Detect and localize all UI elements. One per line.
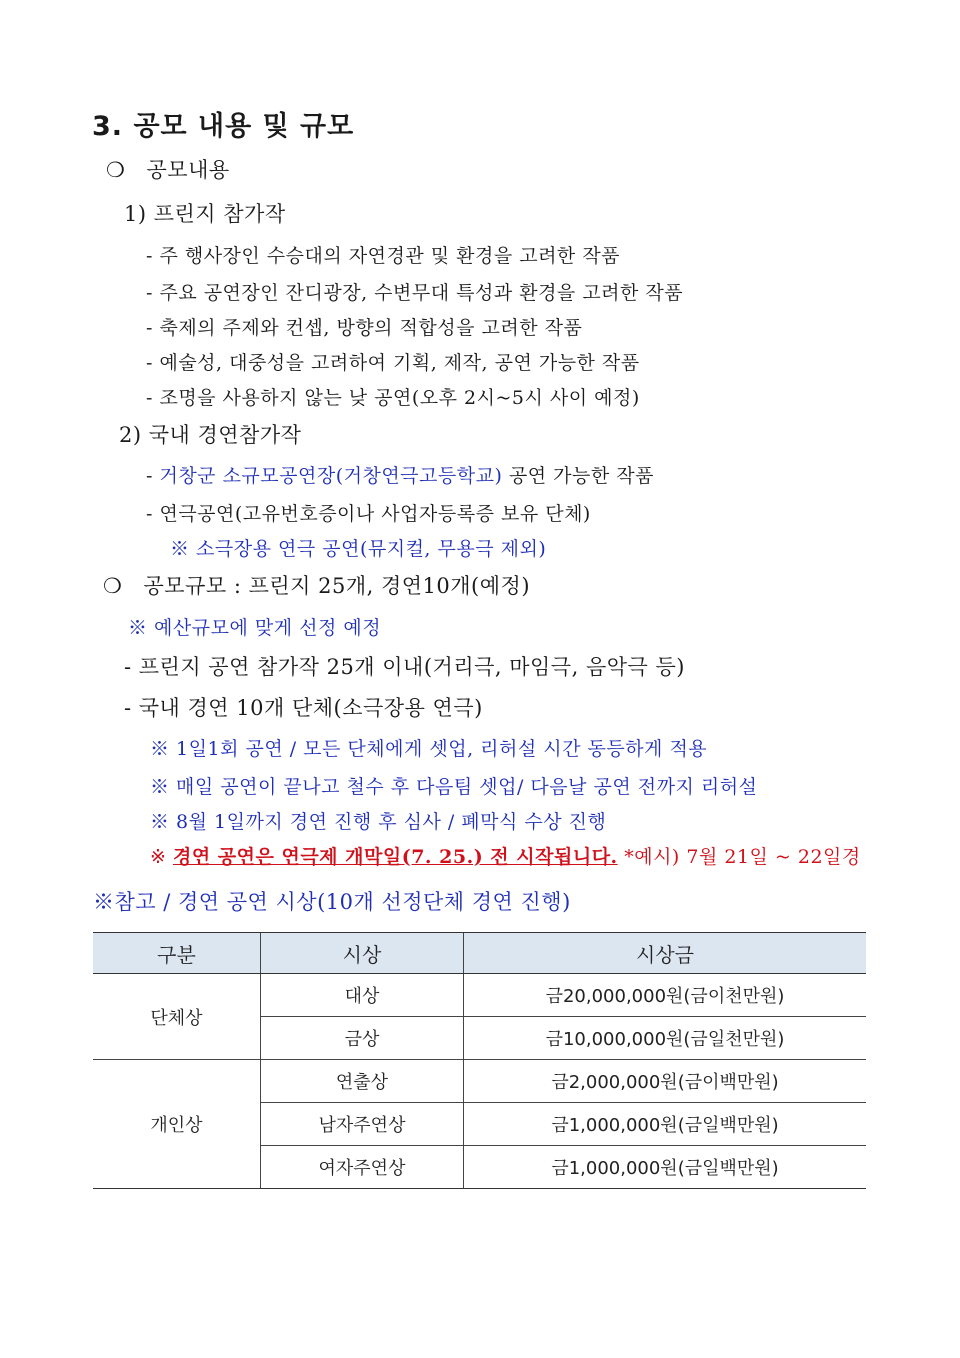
schedule-note: ※ 8월 1일까지 경연 진행 후 심사 / 폐막식 수상 진행 [150,811,607,833]
header-prize: 시상금 [464,933,867,974]
award-cell: 금상 [261,1017,464,1060]
contents-label-text: 공모내용 [146,158,230,182]
budget-note: ※ 예산규모에 맞게 선정 예정 [128,617,382,639]
section-contents-label [106,157,230,183]
prize-table [93,932,866,1189]
scale-item: - 국내 경연 10개 단체(소극장용 연극) [124,696,483,720]
competition-criteria-item: - 거창군 소규모공연장(거창연극고등학교) 공연 가능한 작품 [146,465,654,487]
fringe-criteria-item: - 주요 공연장인 잔디광장, 수변무대 특성과 환경을 고려한 작품 [146,282,684,304]
prize-cell: 금20,000,000원(금이천만원) [464,974,867,1017]
award-cell: 대상 [261,974,464,1017]
schedule-note: ※ 매일 공연이 끝나고 철수 후 다음팀 셋업/ 다음날 공연 전까지 리허설 [150,776,758,798]
section-heading: 3. 공모 내용 및 규모 [92,111,355,142]
category-cell: 개인상 [93,1060,261,1189]
competition-note: ※ 소극장용 연극 공연(뮤지컬, 무용극 제외) [170,538,547,560]
competition-criteria-item: - 연극공연(고유번호증이나 사업자등록증 보유 단체) [146,503,591,525]
header-category: 구분 [93,933,261,974]
prize-cell: 금1,000,000원(금일백만원) [464,1146,867,1189]
award-cell: 연출상 [261,1060,464,1103]
prize-cell: 금10,000,000원(금일천만원) [464,1017,867,1060]
circle-bullet-icon: ❍ [103,574,123,598]
opening-date-note: ※ 경연 공연은 연극제 개막일(7. 25.) 전 시작됩니다. *예시) 7월 21일 ~ 22일경 [150,846,861,868]
table-header-row [93,933,866,974]
header-award: 시상 [261,933,464,974]
scale-label-text: 공모규모 : 프린지 25개, 경연10개(예정) [143,574,531,598]
prize-cell: 금1,000,000원(금일백만원) [464,1103,867,1146]
fringe-subtitle: 1) 프린지 참가작 [124,202,286,226]
venue-highlight: 거창군 소규모공연장(거창연극고등학교) [159,465,503,487]
award-cell: 여자주연상 [261,1146,464,1189]
table-row [93,1060,866,1103]
table-row [93,974,866,1017]
schedule-note: ※ 1일1회 공연 / 모든 단체에게 셋업, 리허설 시간 동등하게 적용 [150,738,708,760]
reference-note: ※참고 / 경연 공연 시상(10개 선정단체 경연 진행) [93,890,571,914]
competition-subtitle: 2) 국내 경연참가작 [119,423,302,447]
opening-date-emphasis: 경연 공연은 연극제 개막일(7. 25.) 전 시작됩니다. [172,846,618,868]
award-cell: 남자주연상 [261,1103,464,1146]
fringe-criteria-item: - 주 행사장인 수승대의 자연경관 및 환경을 고려한 작품 [146,245,621,267]
category-cell: 단체상 [93,974,261,1060]
section-scale-label [103,573,530,599]
circle-bullet-icon: ❍ [106,158,126,182]
scale-item: - 프린지 공연 참가작 25개 이내(거리극, 마임극, 음악극 등) [124,655,685,679]
fringe-criteria-item: - 예술성, 대중성을 고려하여 기획, 제작, 공연 가능한 작품 [146,352,640,374]
fringe-criteria-item: - 축제의 주제와 컨셉, 방향의 적합성을 고려한 작품 [146,317,583,339]
prize-cell: 금2,000,000원(금이백만원) [464,1060,867,1103]
fringe-criteria-item: - 조명을 사용하지 않는 낮 공연(오후 2시~5시 사이 예정) [146,387,640,409]
